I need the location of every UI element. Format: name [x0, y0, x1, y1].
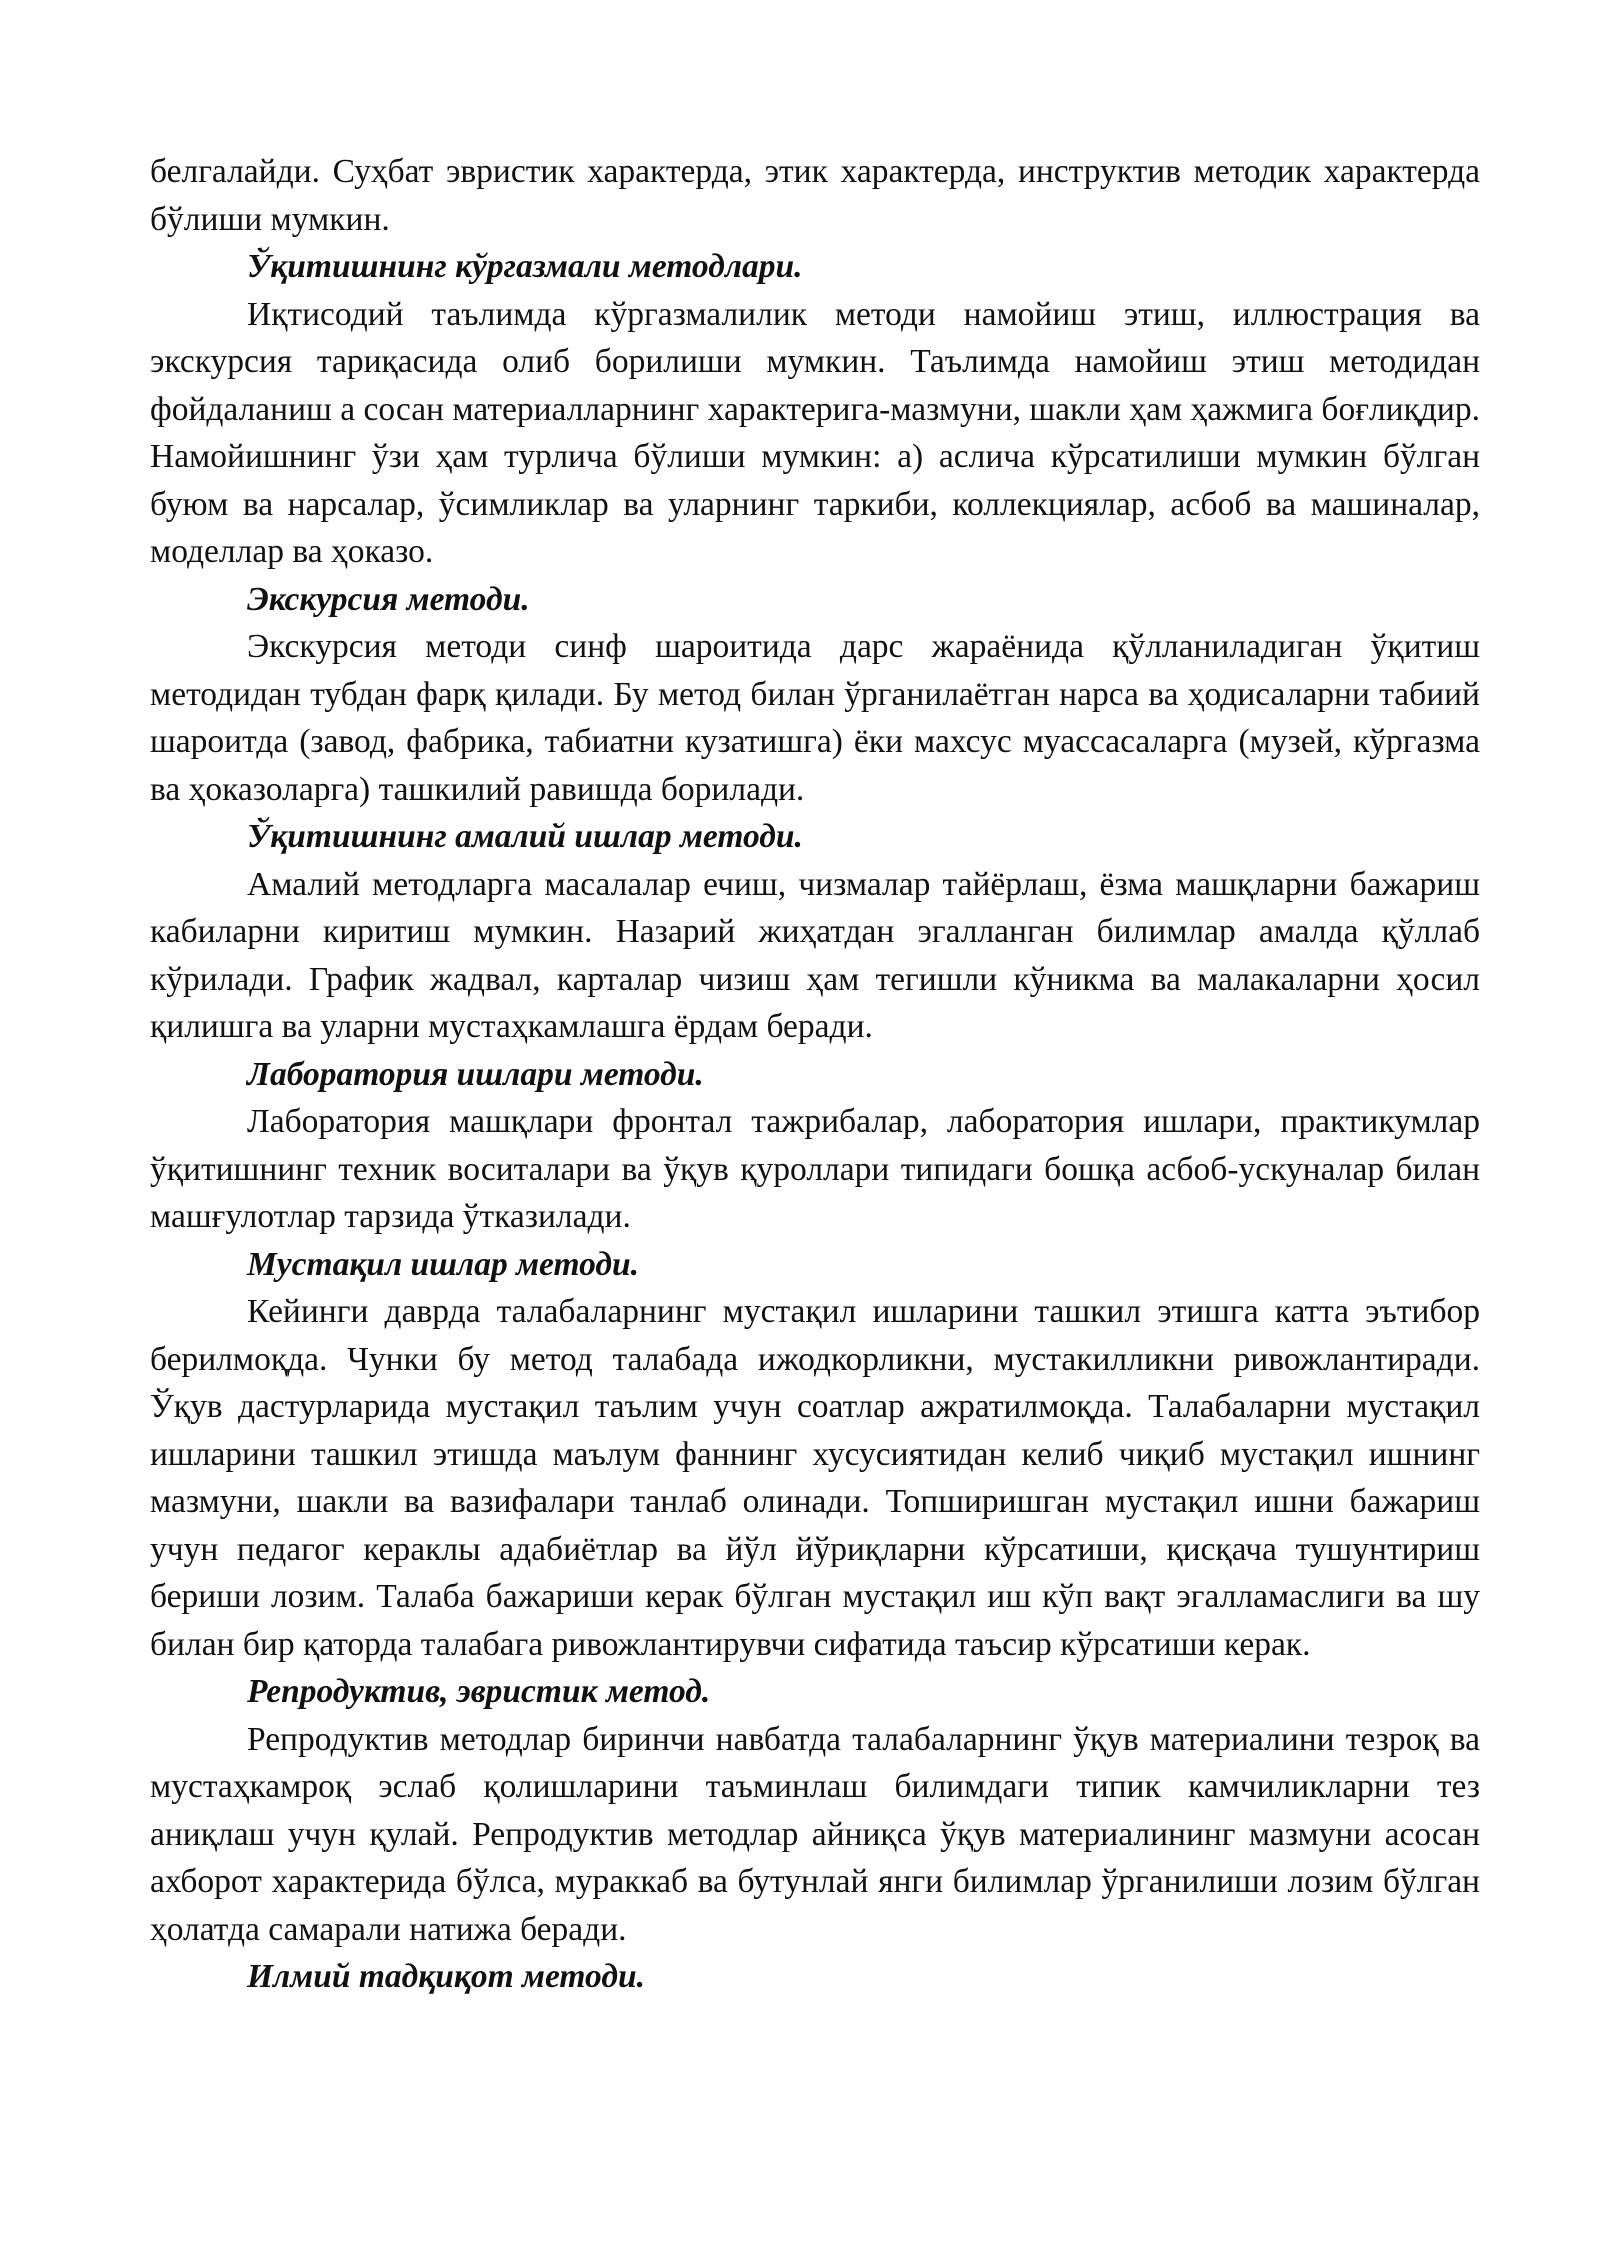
section-heading: Лаборатория ишлари методи. [247, 1055, 704, 1093]
section-heading: Репродуктив, эвристик метод. [247, 1673, 711, 1710]
section-heading: Илмий тадқиқот методи. [247, 1958, 645, 1995]
paragraph: белгалайди. Суҳбат эвристик характерда, этик характерда, инструктив методик характерда бўлиши мумкин. [150, 153, 1480, 238]
paragraph: Амалий методларга масалалар ечиш, чизмалар тайёрлаш, ёзма машқларни бажариш кабиларни киритиш мумкин. Назарий жиҳатдан эгалланган билимлар амалда қўллаб кўрилади. График жадвал, карталар чизиш ҳам тегишли кўникма ва малакаларни ҳосил қилишга ва уларни мустаҳкамлашга ёрдам беради. [150, 865, 1480, 1045]
section-heading: Мустақил ишлар методи. [247, 1245, 640, 1283]
paragraph: Кейинги даврда талабаларнинг мустақил ишларини ташкил этишга катта эътибор берилмоқда. Чунки бу метод талабада ижодкорликни, мустакилликни ривожлантиради. Ўқув дастурларида мустақил таълим учун соатлар ажратилмоқда. Талабаларни мустақил ишларини ташкил этишда маълум фаннинг хусусиятидан келиб чиқиб мустақил ишнинг мазмуни, шакли ва вазифалари танлаб олинади. Топширишган мустақил ишни бажариш учун педагог кераклы адабиётлар ва йўл йўриқларни кўрсатиши, қисқача тушунтириш бериши лозим. Талаба бажариши керак бўлган мустақил иш кўп вақт эгалламаслиги ва шу билан бир қаторда талабага ривожлантирувчи сифатида таъсир кўрсатиши керак. [150, 1293, 1480, 1663]
document-page [150, 148, 1480, 2001]
paragraph: Репродуктив методлар биринчи навбатда талабаларнинг ўқув материалини тезроқ ва мустаҳкамроқ эслаб қолишларини таъминлаш билимдаги типик камчиликларни тез аниқлаш учун қулай. Репродуктив методлар айниқса ўқув материалининг мазмуни асосан ахборот характерида бўлса, мураккаб ва бутунлай янги билимлар ўрганилиши лозим бўлган ҳолатда самарали натижа беради. [150, 1720, 1480, 1948]
section-heading: Ўқитишнинг кўргазмали методлари. [247, 248, 803, 285]
section-heading: Ўқитишнинг амалий ишлар методи. [247, 818, 803, 855]
paragraph: Экскурсия методи синф шароитида дарс жараёнида қўлланиладиган ўқитиш методидан тубдан фарқ қилади. Бу метод билан ўрганилаётган нарса ва ҳодисаларни табиий шароитда (завод, фабрика, табиатни кузатишга) ёки махсус муассасаларга (музей, кўргазма ва ҳоказоларга) ташкилий равишда борилади. [150, 628, 1480, 808]
paragraph: Иқтисодий таълимда кўргазмалилик методи намойиш этиш, иллюстрация ва экскурсия тариқасида олиб борилиши мумкин. Таълимда намойиш этиш методидан фойдаланиш а сосан материалларнинг характерига-мазмуни, шакли ҳам ҳажмига боғлиқдир. Намойишнинг ўзи ҳам турлича бўлиши мумкин: а) аслича кўрсатилиши мумкин бўлган буюм ва нарсалар, ўсимликлар ва уларнинг таркиби, коллекциялар, асбоб ва машиналар, моделлар ва ҳоказо. [150, 295, 1480, 570]
paragraph: Лаборатория машқлари фронтал тажрибалар, лаборатория ишлари, практикумлар ўқитишнинг техник воситалари ва ўқув қуроллари типидаги бошқа асбоб-ускуналар билан машғулотлар тарзида ўтказилади. [150, 1103, 1480, 1235]
section-heading: Экскурсия методи. [247, 580, 530, 618]
